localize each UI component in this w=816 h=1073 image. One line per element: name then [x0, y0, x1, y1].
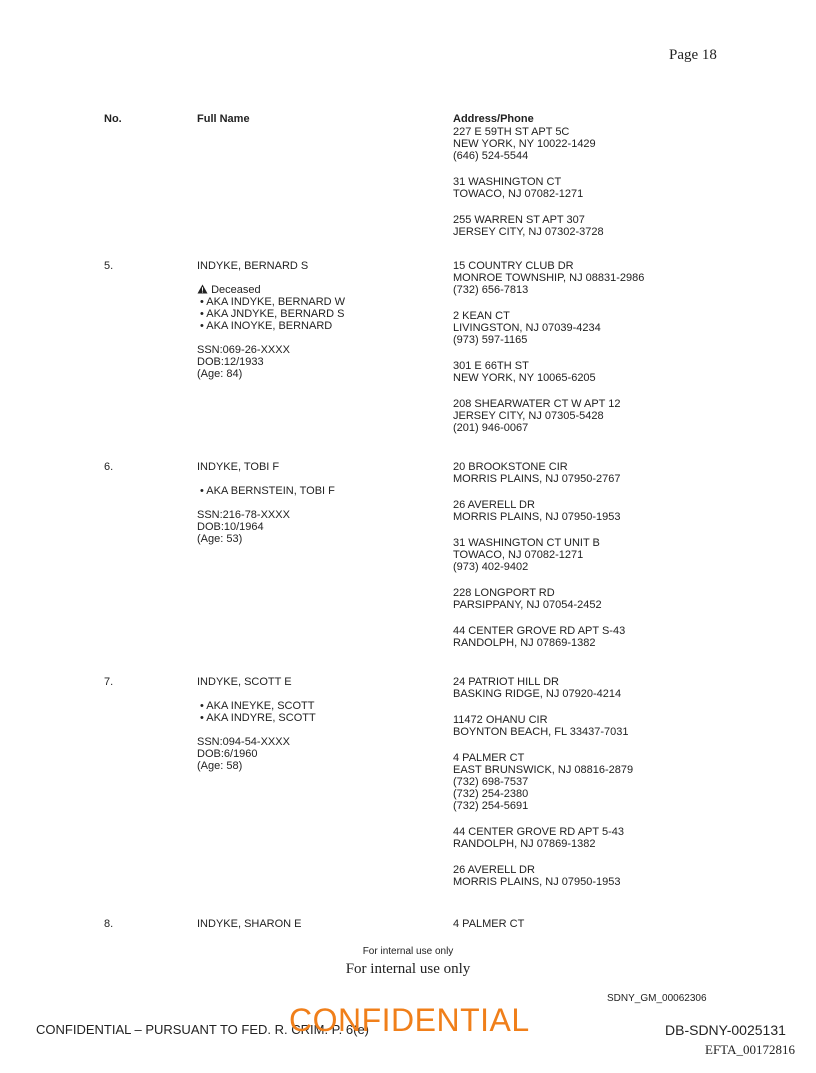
address-block [453, 461, 625, 485]
address-line: 44 CENTER GROVE RD APT 5-43 [453, 826, 624, 838]
aka-item: • AKA INDYRE, SCOTT [200, 712, 316, 724]
address-block [453, 310, 644, 346]
record-addresses [453, 260, 644, 434]
record-addresses [453, 461, 625, 649]
address-line: 11472 OHANU CIR [453, 714, 548, 726]
age: (Age: 58) [197, 760, 243, 772]
address-block [453, 864, 633, 888]
warning-icon [197, 284, 208, 294]
header-full-name: Full Name [197, 113, 250, 125]
address-line: 4 PALMER CT [453, 752, 525, 764]
address-line: TOWACO, NJ 07082-1271 [453, 549, 584, 561]
address-line: 255 WARREN ST APT 307 [453, 214, 585, 226]
address-block [453, 826, 633, 850]
dob: DOB:6/1960 [197, 748, 258, 760]
deceased-label: Deceased [211, 284, 261, 296]
record-number: 7. [104, 676, 114, 688]
address-line: 44 CENTER GROVE RD APT S-43 [453, 625, 626, 637]
address-line: NEW YORK, NY 10065-6205 [453, 372, 596, 384]
address-line: MONROE TOWNSHIP, NJ 08831-2986 [453, 272, 645, 284]
address-line: 31 WASHINGTON CT UNIT B [453, 537, 600, 549]
address-block [453, 752, 633, 812]
address-block [453, 176, 604, 200]
address-line: 31 WASHINGTON CT [453, 176, 562, 188]
ssn: SSN:216-78-XXXX [197, 509, 290, 521]
aka-item: • AKA INOYKE, BERNARD [200, 320, 333, 332]
address-line: 24 PATRIOT HILL DR [453, 676, 559, 688]
confidential-legend: CONFIDENTIAL – PURSUANT TO FED. R. CRIM. P. 6(e) [36, 1022, 370, 1037]
address-line: MORRIS PLAINS, NJ 07950-2767 [453, 473, 621, 485]
dob: DOB:12/1933 [197, 356, 264, 368]
address-block [453, 499, 625, 523]
address-block [453, 126, 604, 162]
address-line: 26 AVERELL DR [453, 864, 535, 876]
record-addresses [453, 676, 633, 888]
phone-line: (973) 402-9402 [453, 561, 529, 573]
address-line: 2 KEAN CT [453, 310, 510, 322]
address-block [453, 360, 644, 384]
address-line: MORRIS PLAINS, NJ 07950-1953 [453, 511, 621, 523]
address-line: 4 PALMER CT [453, 918, 525, 930]
aka-item: • AKA INDYKE, BERNARD W [200, 296, 346, 308]
internal-use-note-large: For internal use only [345, 961, 471, 977]
age: (Age: 84) [197, 368, 243, 380]
address-block [453, 537, 625, 573]
age: (Age: 53) [197, 533, 243, 545]
address-line: 208 SHEARWATER CT W APT 12 [453, 398, 621, 410]
address-line: RANDOLPH, NJ 07869-1382 [453, 838, 596, 850]
address-line: BOYNTON BEACH, FL 33437-7031 [453, 726, 629, 738]
record-number: 8. [104, 918, 114, 930]
address-block [453, 398, 644, 434]
person-name: INDYKE, SCOTT E [197, 676, 292, 688]
efta-number: EFTA_00172816 [705, 1042, 795, 1057]
address-line: 26 AVERELL DR [453, 499, 535, 511]
address-block [453, 714, 633, 738]
address-line: TOWACO, NJ 07082-1271 [453, 188, 584, 200]
record-person [197, 461, 335, 545]
dob: DOB:10/1964 [197, 521, 264, 533]
deceased-status [197, 284, 345, 296]
aka-item: • AKA BERNSTEIN, TOBI F [200, 485, 335, 497]
address-line: 20 BROOKSTONE CIR [453, 461, 568, 473]
address-line: 301 E 66TH ST [453, 360, 529, 372]
person-name: INDYKE, SHARON E [197, 918, 302, 930]
address-line: MORRIS PLAINS, NJ 07950-1953 [453, 876, 621, 888]
address-block [453, 625, 625, 649]
address-line: JERSEY CITY, NJ 07302-3728 [453, 226, 604, 238]
bates-number-gm: SDNY_GM_00062306 [607, 993, 707, 1004]
continuation-addresses [453, 126, 604, 238]
record-number: 5. [104, 260, 114, 272]
record-number: 6. [104, 461, 114, 473]
aka-item: • AKA JNDYKE, BERNARD S [200, 308, 345, 320]
address-block [453, 260, 644, 296]
address-block [453, 587, 625, 611]
address-block [453, 676, 633, 700]
address-line: 227 E 59TH ST APT 5C [453, 126, 570, 138]
address-line: EAST BRUNSWICK, NJ 08816-2879 [453, 764, 634, 776]
record-person [197, 260, 345, 380]
confidential-stamp: CONFIDENTIAL [289, 1002, 530, 1038]
address-line: LIVINGSTON, NJ 07039-4234 [453, 322, 601, 334]
address-block [453, 214, 604, 238]
phone-line: (732) 254-5691 [453, 800, 529, 812]
bates-number-db: DB-SDNY-0025131 [665, 1022, 786, 1038]
phone-line: (973) 597-1165 [453, 334, 528, 346]
phone-line: (732) 656-7813 [453, 284, 529, 296]
address-line: PARSIPPANY, NJ 07054-2452 [453, 599, 602, 611]
ssn: SSN:069-26-XXXX [197, 344, 290, 356]
person-name: INDYKE, TOBI F [197, 461, 280, 473]
aka-item: • AKA INEYKE, SCOTT [200, 700, 315, 712]
phone-line: (732) 254-2380 [453, 788, 529, 800]
ssn: SSN:094-54-XXXX [197, 736, 290, 748]
header-no: No. [104, 113, 122, 125]
record-person [197, 676, 316, 772]
address-line: JERSEY CITY, NJ 07305-5428 [453, 410, 604, 422]
phone-line: (201) 946-0067 [453, 422, 529, 434]
address-line: NEW YORK, NY 10022-1429 [453, 138, 596, 150]
header-address-phone: Address/Phone [453, 113, 534, 125]
address-line: 228 LONGPORT RD [453, 587, 555, 599]
person-name: INDYKE, BERNARD S [197, 260, 309, 272]
address-line: RANDOLPH, NJ 07869-1382 [453, 637, 596, 649]
phone-line: (646) 524-5544 [453, 150, 529, 162]
page-number: Page 18 [669, 47, 717, 63]
address-line: 15 COUNTRY CLUB DR [453, 260, 574, 272]
address-line: BASKING RIDGE, NJ 07920-4214 [453, 688, 622, 700]
phone-line: (732) 698-7537 [453, 776, 529, 788]
internal-use-note-small: For internal use only [362, 946, 454, 957]
